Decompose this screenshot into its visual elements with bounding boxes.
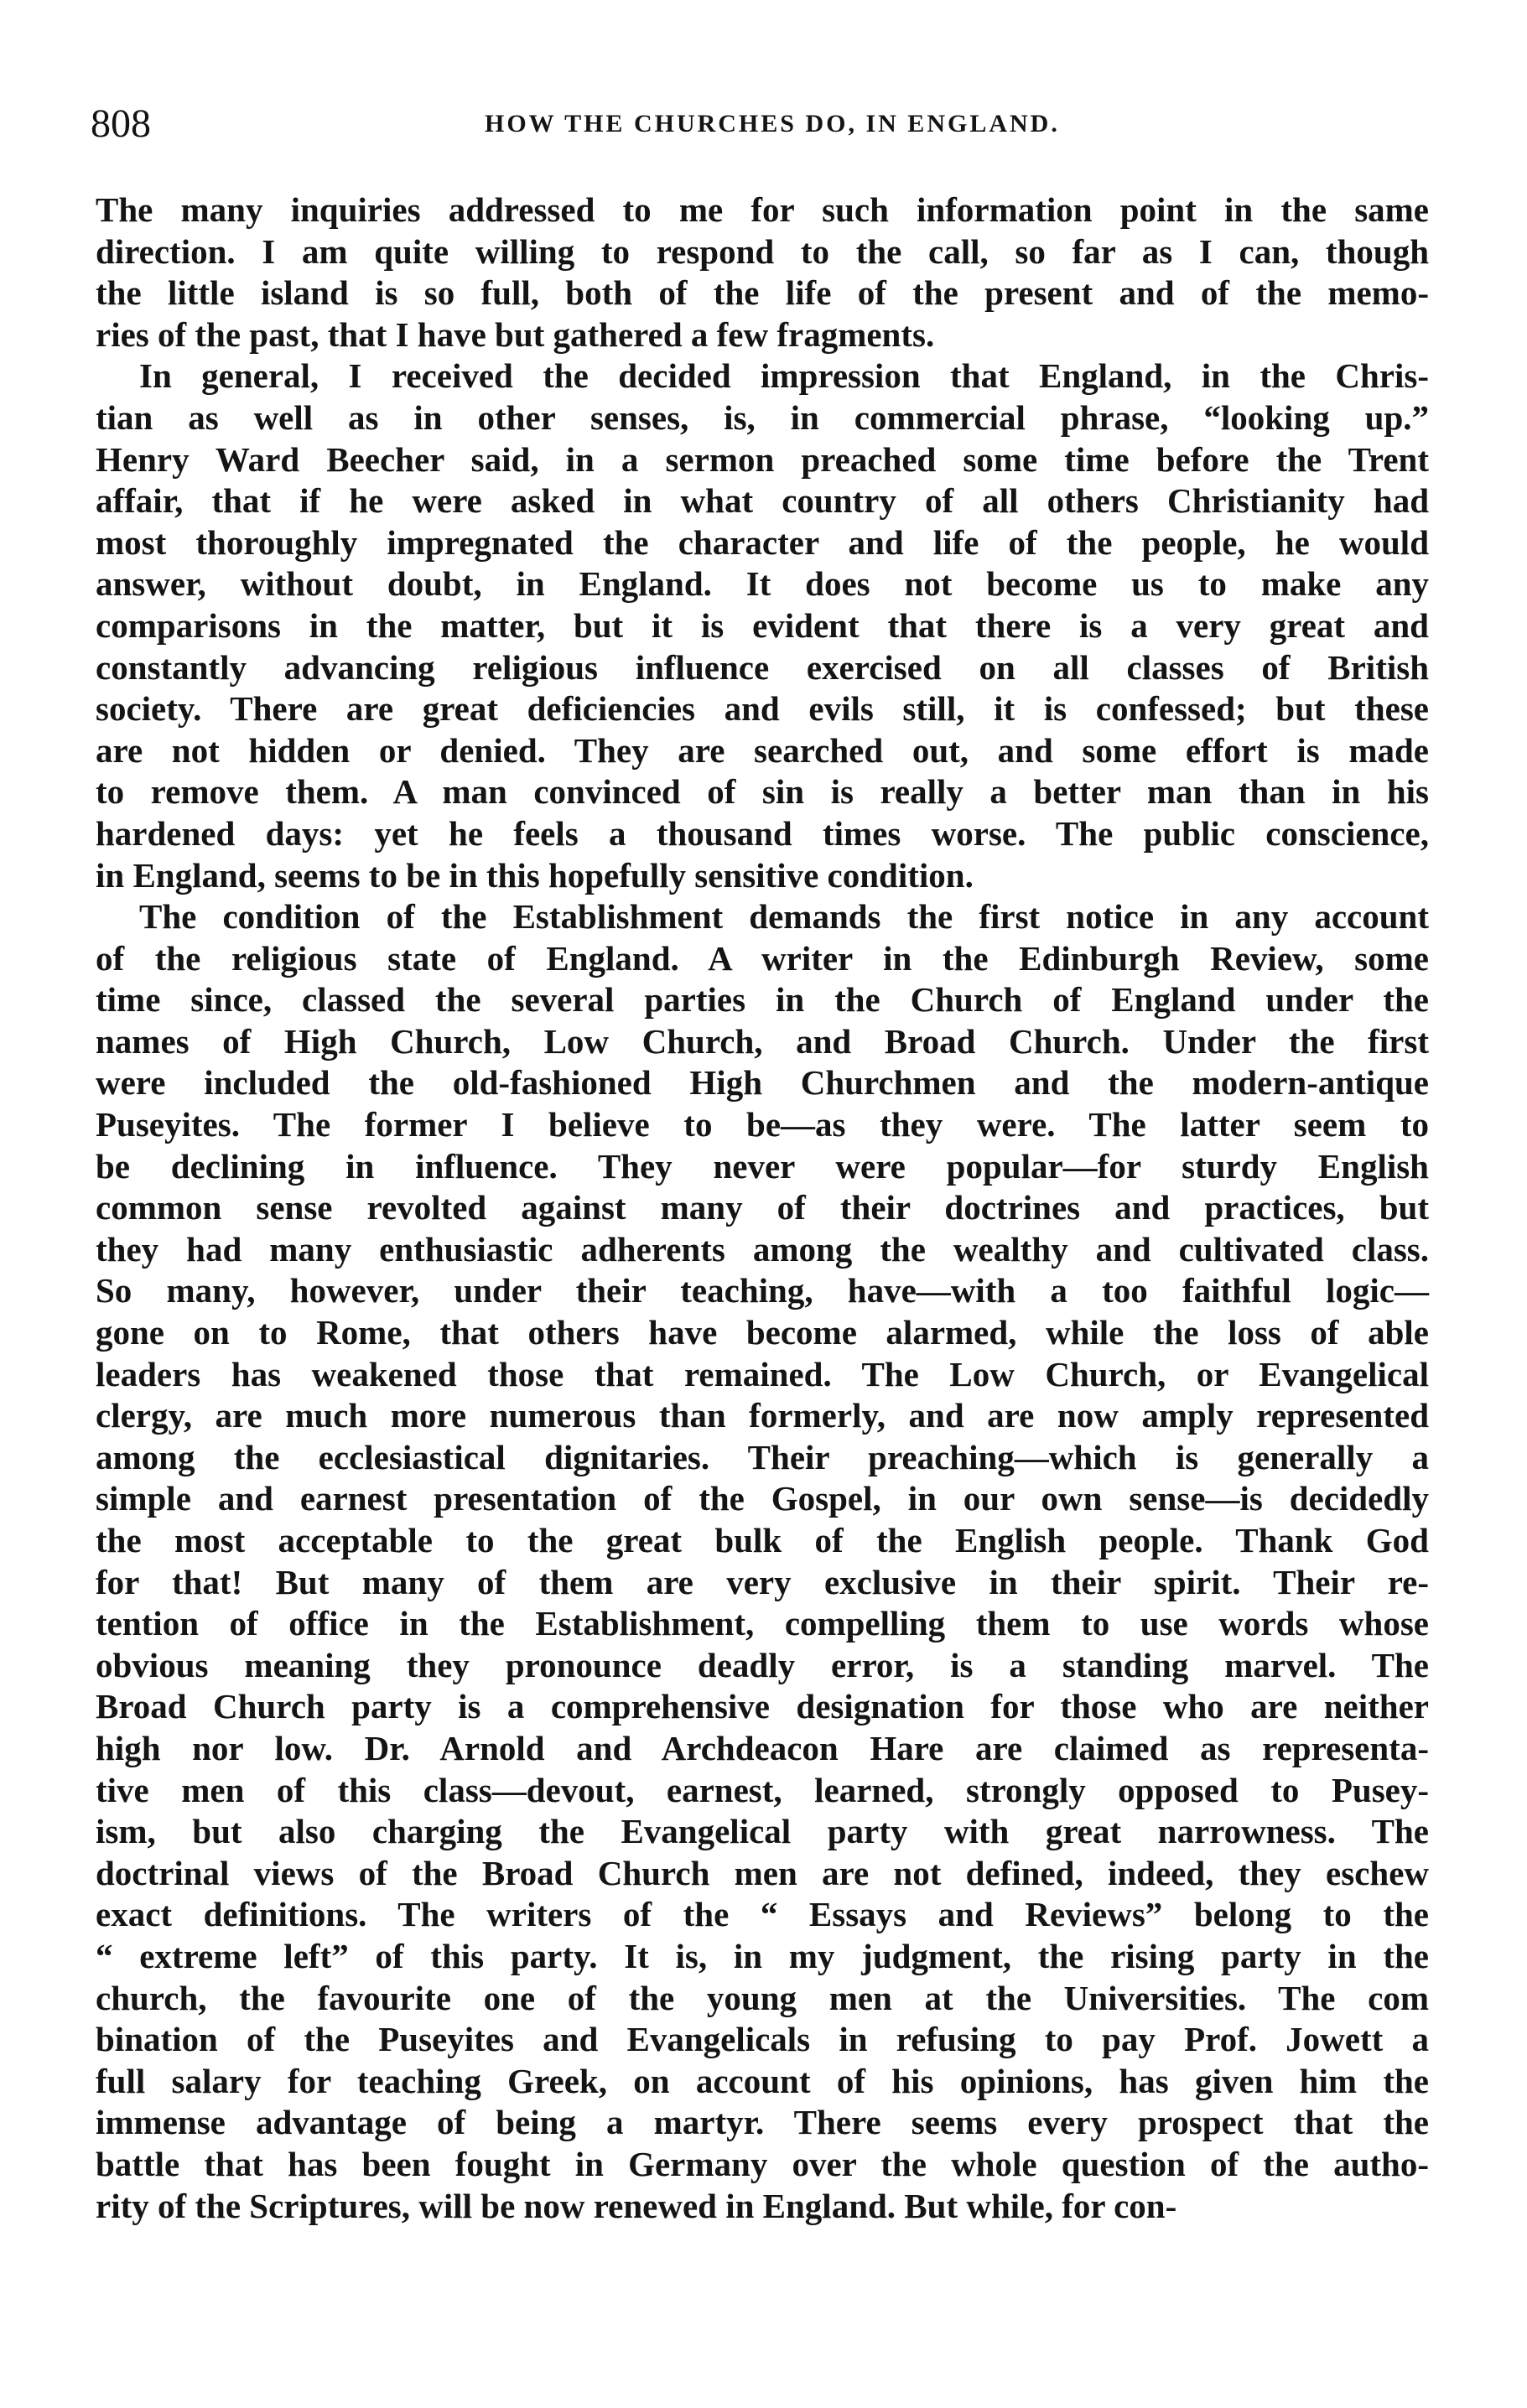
paragraph [96, 896, 1429, 2227]
text-line: comparisons in the matter, but it is evident that there is a very great and [96, 605, 1429, 645]
page-number: 808 [91, 101, 151, 146]
paragraph [96, 355, 1429, 896]
text-line: constantly advancing religious influence exercised on all classes of British [96, 647, 1429, 687]
text-line: in England, seems to be in this hopefully sensitive condition. [96, 855, 974, 895]
text-line: most thoroughly impregnated the character and life of the people, he would [96, 522, 1429, 562]
text-line: simple and earnest presentation of the Gospel, in our own sense—is decidedly [96, 1479, 1429, 1518]
text-line: to remove them. A man convinced of sin is really a better man than in his [96, 772, 1429, 812]
text-line: time since, classed the several parties in the Church of England under the [96, 980, 1429, 1020]
text-line: they had many enthusiastic adherents among the wealthy and cultivated class. [96, 1229, 1429, 1269]
text-line: are not hidden or denied. They are searched out, and some effort is made [96, 730, 1429, 770]
text-line: the little island is so full, both of the life of the present and of the memo- [96, 273, 1429, 313]
text-line: The condition of the Establishment demands the first notice in any account [139, 897, 1429, 937]
text-line: names of High Church, Low Church, and Broad Church. Under the first [96, 1021, 1429, 1061]
text-line: gone on to Rome, that others have become alarmed, while the loss of able [96, 1313, 1429, 1352]
text-line: obvious meaning they pronounce deadly error, is a standing marvel. The [96, 1645, 1429, 1684]
text-line: full salary for teaching Greek, on account of his opinions, has given him the [96, 2061, 1429, 2100]
text-line: rity of the Scriptures, will be now renewed in England. But while, for con- [96, 2186, 1177, 2225]
text-line: tive men of this class—devout, earnest, learned, strongly opposed to Pusey- [96, 1770, 1429, 1809]
text-line: direction. I am quite willing to respond to the call, so far as I can, though [96, 231, 1429, 271]
text-line: be declining in influence. They never were popular—for sturdy English [96, 1146, 1429, 1186]
text-line: bination of the Puseyites and Evangelicals in refusing to pay Prof. Jowett a [96, 2020, 1429, 2059]
text-line: were included the old-fashioned High Churchmen and the modern-antique [96, 1063, 1429, 1103]
text-line: high nor low. Dr. Arnold and Archdeacon Hare are claimed as representa- [96, 1728, 1429, 1767]
text-line: Puseyites. The former I believe to be—as they were. The latter seem to [96, 1105, 1429, 1144]
text-line: doctrinal views of the Broad Church men are not defined, indeed, they eschew [96, 1853, 1429, 1892]
text-line: exact definitions. The writers of the “ Essays and Reviews” belong to the [96, 1895, 1429, 1934]
text-line: hardened days: yet he feels a thousand times worse. The public conscience, [96, 813, 1429, 853]
text-line: answer, without doubt, in England. It does not become us to make any [96, 564, 1429, 604]
text-line: ism, but also charging the Evangelical party with great narrowness. The [96, 1812, 1429, 1851]
text-line: Broad Church party is a comprehensive designation for those who are neither [96, 1687, 1429, 1726]
text-line: church, the favourite one of the young men at the Universities. The com [96, 1978, 1429, 2017]
text-line: battle that has been fought in Germany over the whole question of the autho- [96, 2144, 1429, 2183]
text-line: The many inquiries addressed to me for such information point in the same [96, 190, 1429, 229]
text-line: clergy, are much more numerous than formerly, and are now amply represented [96, 1396, 1429, 1435]
text-line: affair, that if he were asked in what country of all others Christianity had [96, 481, 1429, 521]
text-line: “ extreme left” of this party. It is, in my judgment, the rising party in the [96, 1936, 1429, 1975]
paragraph [96, 189, 1429, 355]
text-line: ries of the past, that I have but gathered a few fragments. [96, 314, 935, 354]
text-line: So many, however, under their teaching, have—with a too faithful logic— [96, 1271, 1429, 1310]
text-line: of the religious state of England. A writer in the Edinburgh Review, some [96, 938, 1429, 978]
text-line: among the ecclesiastical dignitaries. Their preaching—which is generally a [96, 1437, 1429, 1476]
text-line: for that! But many of them are very exclusive in their spirit. Their re- [96, 1562, 1429, 1601]
running-title: HOW THE CHURCHES DO, IN ENGLAND. [485, 110, 1060, 138]
text-line: In general, I received the decided impression that England, in the Chris- [139, 356, 1429, 396]
text-line: Henry Ward Beecher said, in a sermon preached some time before the Trent [96, 439, 1429, 479]
text-line: immense advantage of being a martyr. There seems every prospect that the [96, 2103, 1429, 2142]
text-line: tention of office in the Establishment, compelling them to use words whose [96, 1604, 1429, 1643]
text-line: tian as well as in other senses, is, in commercial phrase, “looking up.” [96, 397, 1429, 437]
body-text [96, 189, 1429, 2227]
text-line: common sense revolted against many of their doctrines and practices, but [96, 1188, 1429, 1227]
text-line: society. There are great deficiencies and evils still, it is confessed; but these [96, 689, 1429, 729]
text-line: the most acceptable to the great bulk of the English people. Thank God [96, 1521, 1429, 1559]
running-head [91, 99, 1441, 149]
text-line: leaders has weakened those that remained. The Low Church, or Evangelical [96, 1354, 1429, 1393]
